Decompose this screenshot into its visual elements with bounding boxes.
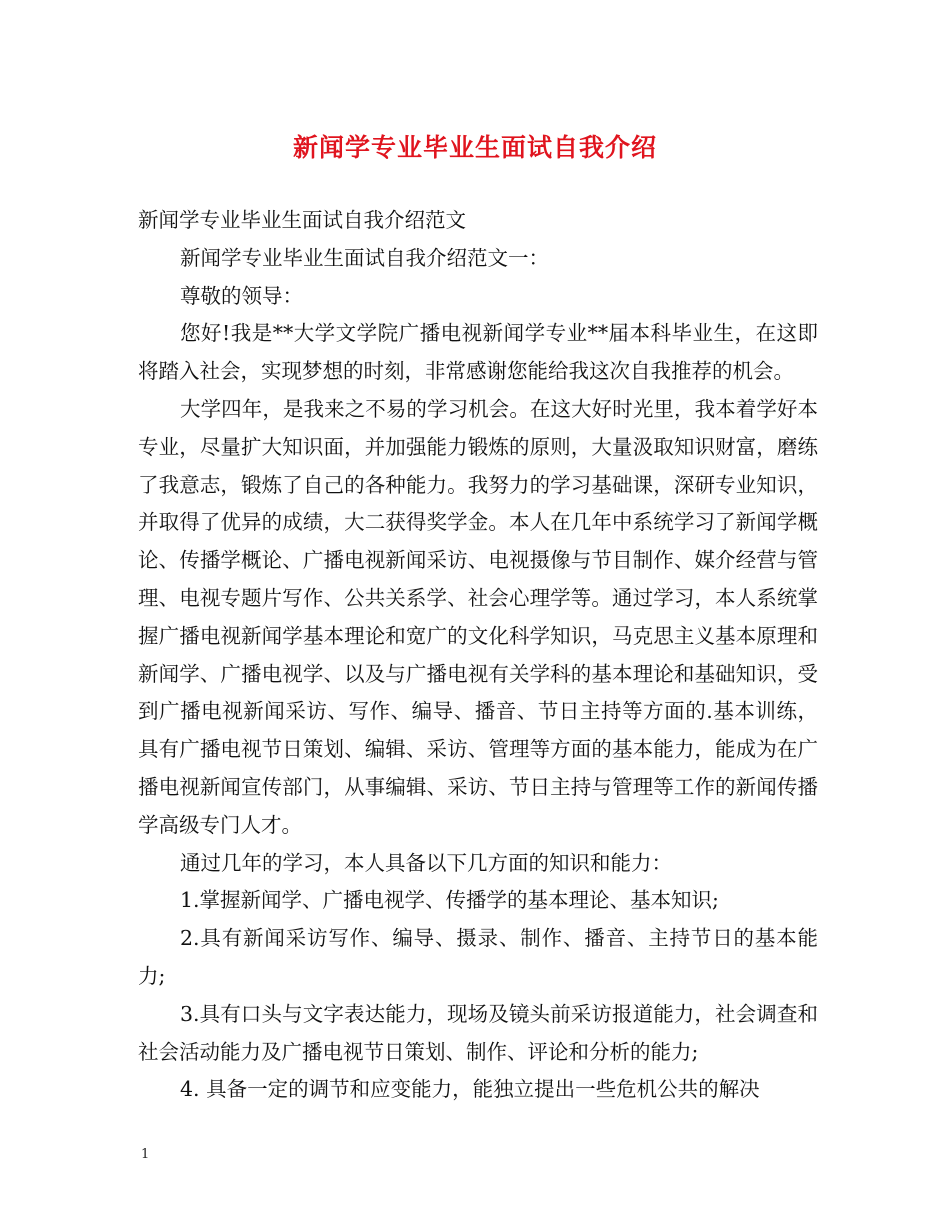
list-item: 3.具有口头与文字表达能力，现场及镜头前采访报道能力，社会调查和社会活动能力及广播电视节日策划、制作、评论和分析的能力;	[138, 1001, 818, 1064]
paragraph: 您好!我是**大学文学院广播电视新闻学专业**届本科毕业生，在这即将踏入社会，实现梦想的时刻，非常感谢您能给我这次自我推荐的机会。	[138, 321, 818, 384]
list-item: 1.掌握新闻学、广播电视学、传播学的基本理论、基本知识;	[180, 888, 719, 913]
page-number: 1	[141, 1147, 150, 1162]
list-item: 4. 具备一定的调节和应变能力，能独立提出一些危机公共的解决	[180, 1077, 760, 1102]
paragraph: 通过几年的学习，本人具备以下几方面的知识和能力：	[180, 850, 672, 875]
paragraph: 大学四年，是我来之不易的学习机会。在这大好时光里，我本着学好本专业，尽量扩大知识面，并加强能力锻炼的原则，大量汲取知识财富，磨练了我意志，锻炼了自己的各种能力。我努力的学习基础课，深研专业知识，并取得了优异的成绩，大二获得奖学金。本人在几年中系统学习了新闻学概论、传播学概论、广播电视新闻采访、电视摄像与节目制作、媒介经营与管理、电视专题片写作、公共关系学、社会心理学等。通过学习，本人系统掌握广播电视新闻学基本理论和宽广的文化科学知识，马克思主义基本原理和新闻学、广播电视学、以及与广播电视有关学科的基本理论和基础知识，受到广播电视新闻采访、写作、编导、播音、节日主持等方面的.基本训练，具有广播电视节日策划、编辑、采访、管理等方面的基本能力，能成为在广播电视新闻宣传部门，从事编辑、采访、节日主持与管理等工作的新闻传播学高级专门人才。	[138, 396, 818, 837]
paragraph: 尊敬的领导：	[180, 283, 303, 308]
list-item: 2.具有新闻采访写作、编导、摄录、制作、播音、主持节日的基本能力;	[138, 926, 818, 988]
paragraph: 新闻学专业毕业生面试自我介绍范文一：	[180, 245, 549, 270]
document-title: 新闻学专业毕业生面试自我介绍	[292, 133, 657, 162]
document-body	[138, 202, 818, 1109]
paragraph: 新闻学专业毕业生面试自我介绍范文	[138, 208, 466, 232]
